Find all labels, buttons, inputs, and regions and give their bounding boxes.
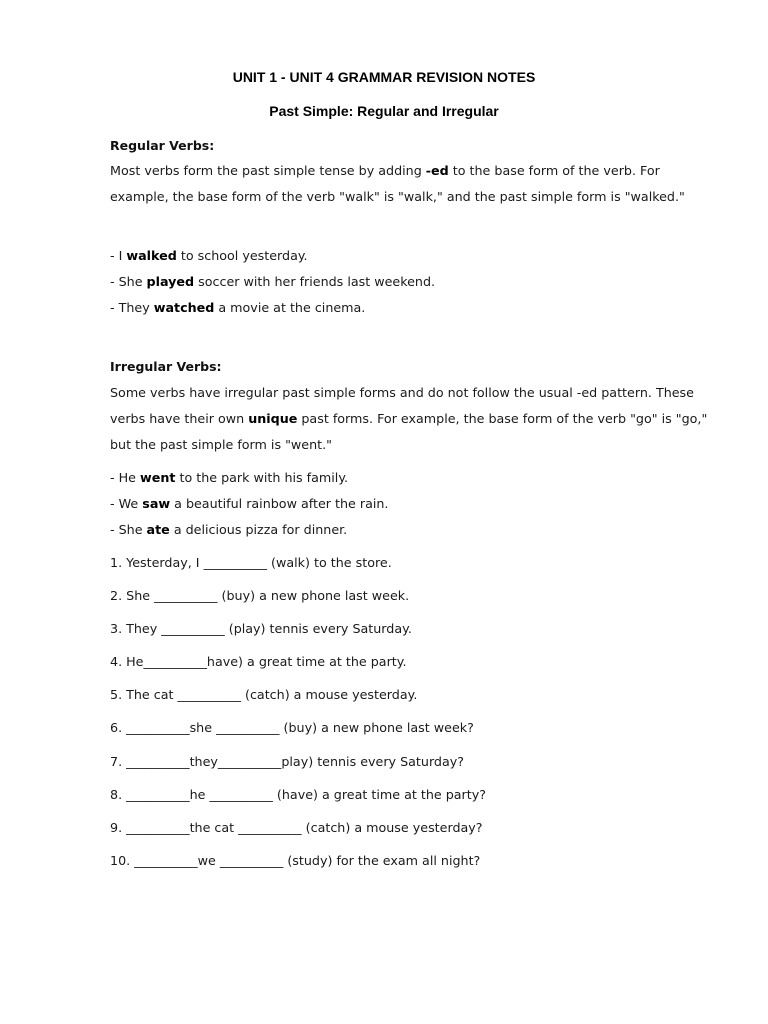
example-verb: went	[140, 470, 176, 485]
irregular-verbs-intro	[110, 380, 710, 458]
regular-verbs-intro	[110, 158, 710, 210]
exercise-item-7: 7. __________they__________play) tennis every Saturday?	[110, 754, 465, 769]
regular-example-1	[110, 247, 308, 265]
irregular-example-1	[110, 469, 348, 487]
irregular-intro-bold: unique	[248, 411, 298, 426]
exercise-item-5: 5. The cat __________ (catch) a mouse yesterday.	[110, 687, 418, 702]
document-subtitle: Past Simple: Regular and Irregular	[269, 103, 499, 119]
example-suffix: a beautiful rainbow after the rain.	[170, 496, 389, 511]
example-prefix: - She	[110, 274, 147, 289]
example-suffix: soccer with her friends last weekend.	[194, 274, 436, 289]
irregular-intro-text-1: Some verbs have irregular past simple forms and do not follow the usual -ed pattern. These verbs have their own	[110, 385, 694, 426]
exercise-item-9: 9. __________the cat __________ (catch) a mouse yesterday?	[110, 820, 483, 835]
irregular-example-2	[110, 495, 388, 513]
irregular-verbs-heading: Irregular Verbs:	[110, 359, 222, 374]
regular-verbs-heading: Regular Verbs:	[110, 138, 215, 153]
example-suffix: a delicious pizza for dinner.	[169, 522, 348, 537]
example-suffix: a movie at the cinema.	[214, 300, 366, 315]
example-suffix: to the park with his family.	[175, 470, 349, 485]
irregular-example-3	[110, 521, 347, 539]
regular-example-3	[110, 299, 365, 317]
exercise-item-6: 6. __________she __________ (buy) a new phone last week?	[110, 720, 474, 735]
example-prefix: - They	[110, 300, 154, 315]
example-verb: walked	[126, 248, 177, 263]
regular-intro-text-1: Most verbs form the past simple tense by adding	[110, 163, 426, 178]
example-verb: played	[146, 274, 195, 289]
exercise-item-2: 2. She __________ (buy) a new phone last week.	[110, 588, 410, 603]
example-verb: saw	[142, 496, 171, 511]
example-prefix: - He	[110, 470, 140, 485]
example-verb: ate	[146, 522, 170, 537]
example-suffix: to school yesterday.	[176, 248, 308, 263]
example-verb: watched	[153, 300, 215, 315]
exercise-item-1: 1. Yesterday, I __________ (walk) to the store.	[110, 555, 392, 570]
regular-intro-bold: -ed	[425, 163, 449, 178]
exercise-item-4: 4. He__________have) a great time at the party.	[110, 654, 407, 669]
regular-example-2	[110, 273, 435, 291]
exercise-item-3: 3. They __________ (play) tennis every Saturday.	[110, 621, 412, 636]
exercise-item-10: 10. __________we __________ (study) for the exam all night?	[110, 853, 481, 868]
irregular-intro-text-2: past forms. For example, the base form of the verb "go" is "go," but the past simple form is "went."	[110, 411, 708, 452]
example-prefix: - She	[110, 522, 147, 537]
example-prefix: - I	[110, 248, 127, 263]
document-title: UNIT 1 - UNIT 4 GRAMMAR REVISION NOTES	[232, 69, 536, 85]
regular-intro-text-2: to the base form of the verb. For example, the base form of the verb "walk" is "walk," and the past simple form is "walked."	[110, 163, 685, 204]
exercise-item-8: 8. __________he __________ (have) a great time at the party?	[110, 787, 486, 802]
example-prefix: - We	[110, 496, 143, 511]
